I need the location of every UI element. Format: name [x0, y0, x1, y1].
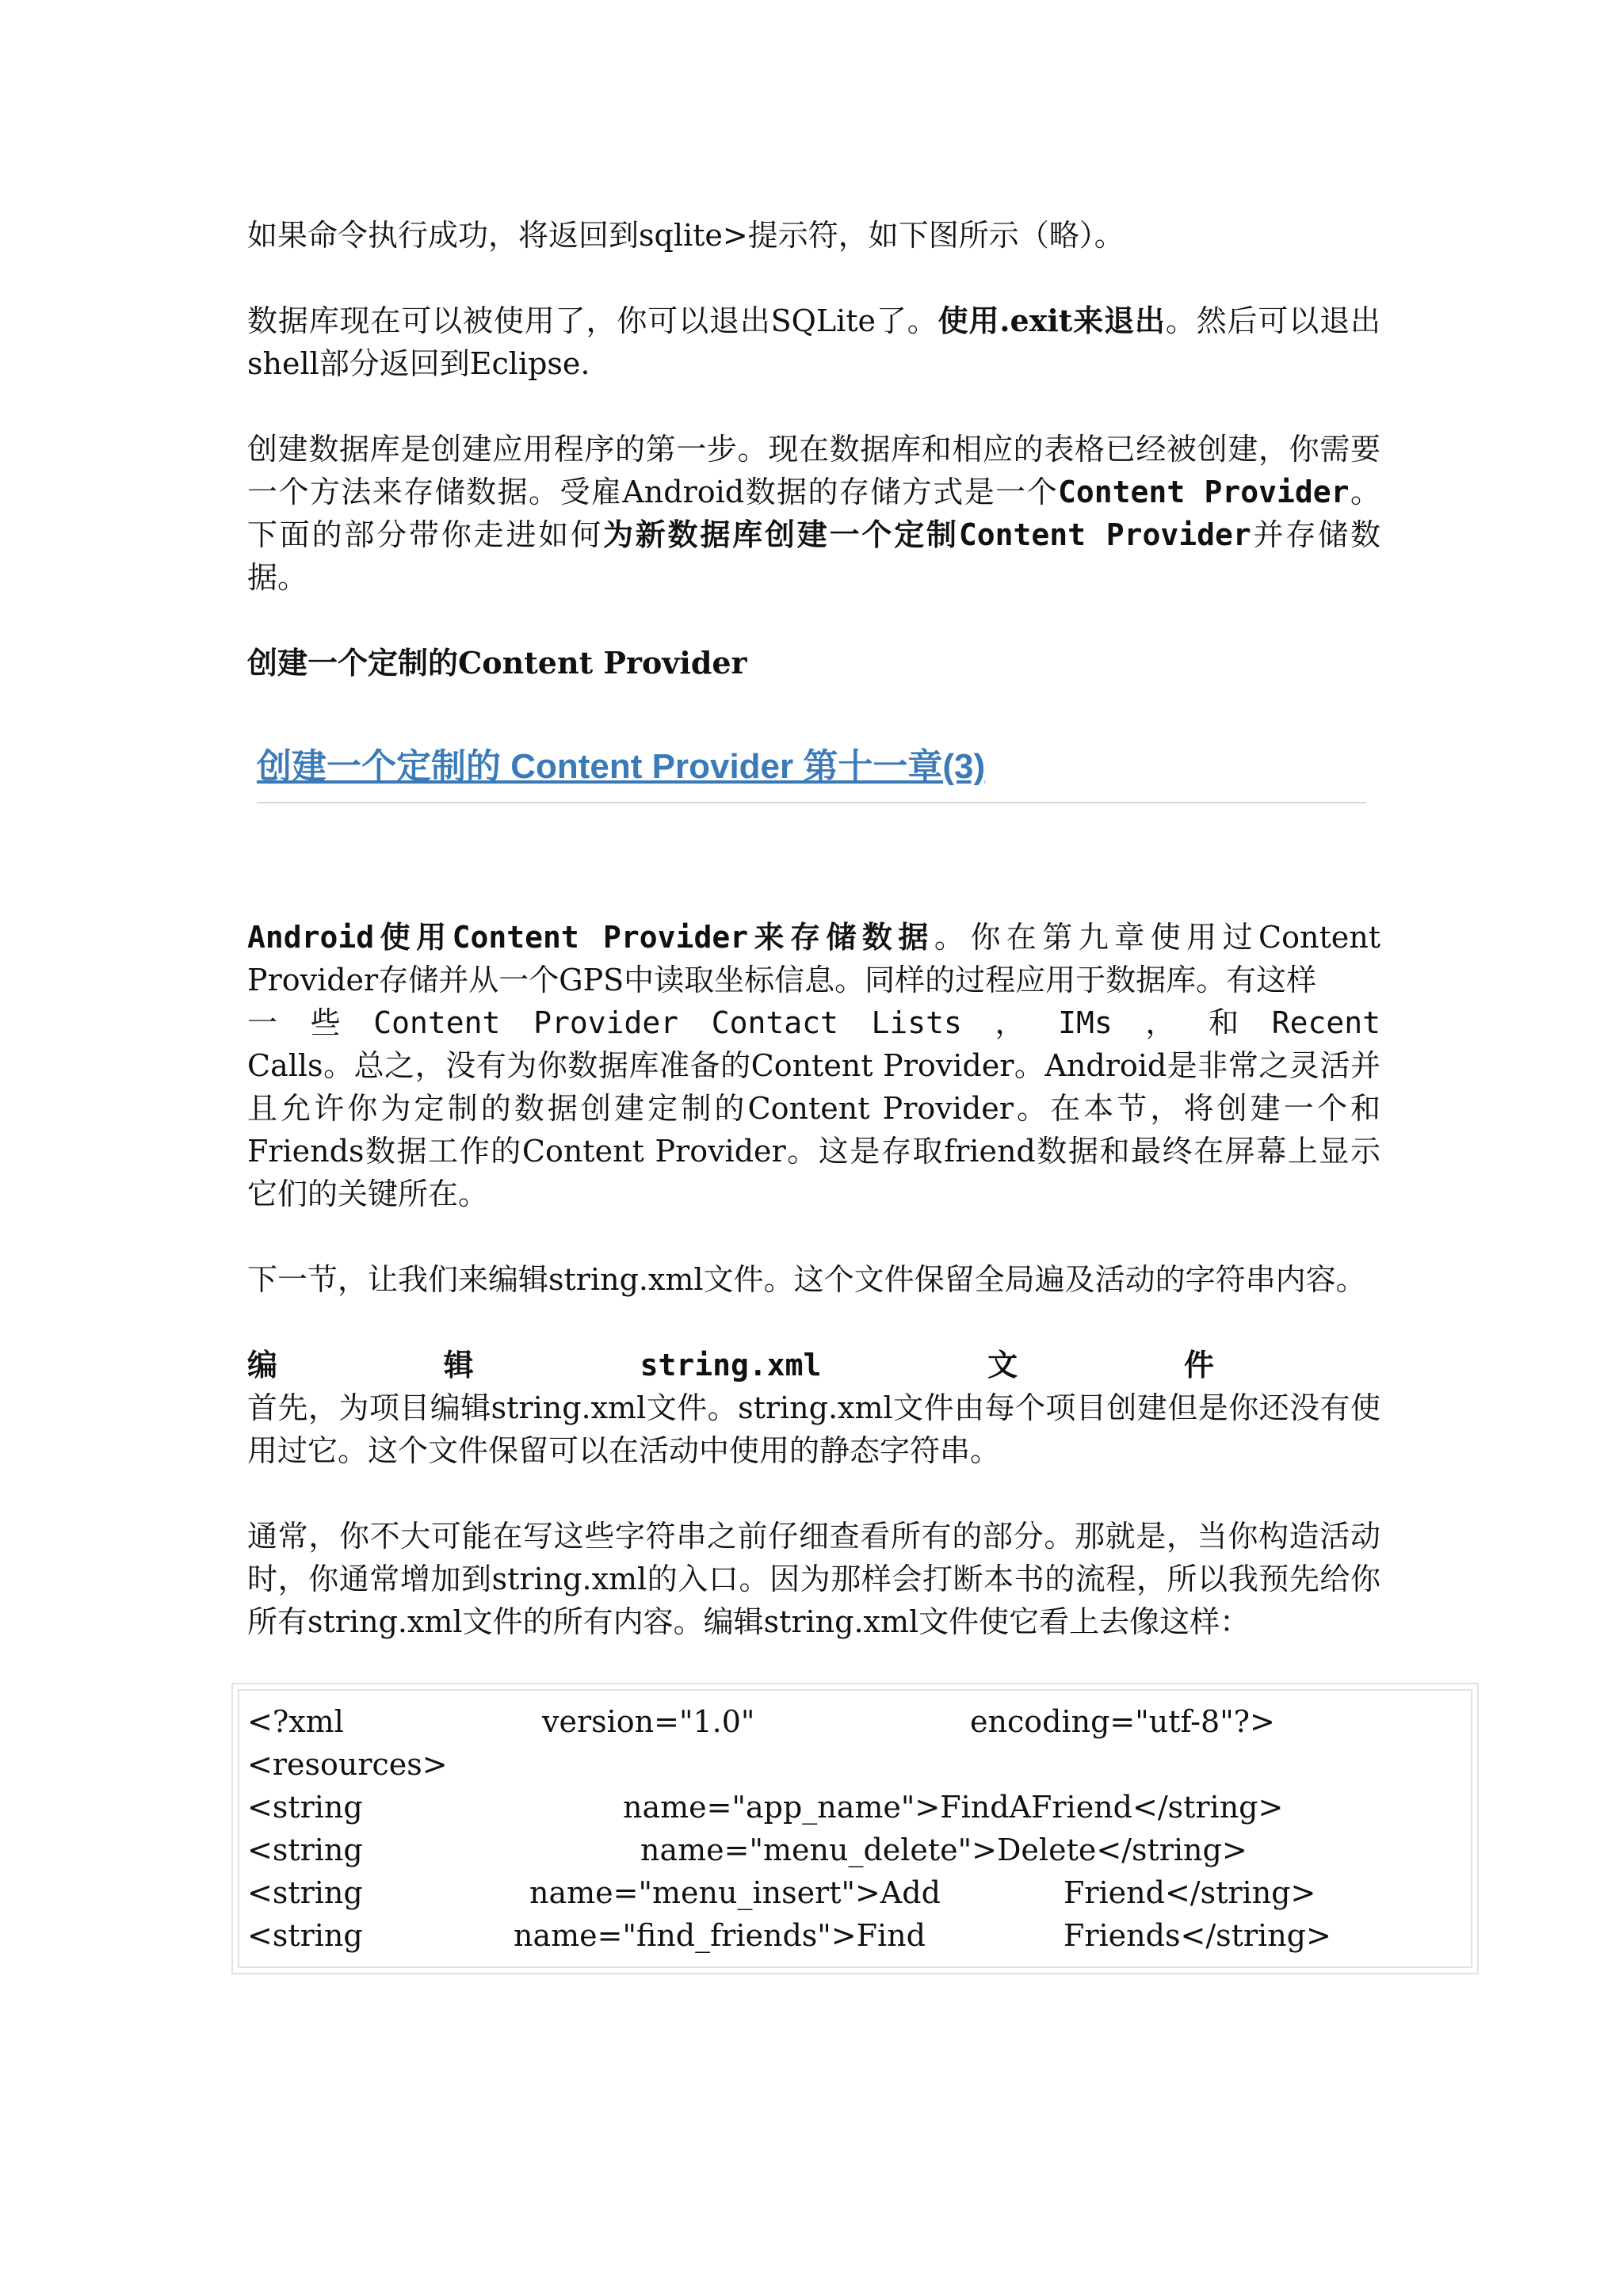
- spread-word: 文: [987, 1347, 1018, 1383]
- bold-mono-text: Content Provider: [1058, 475, 1350, 509]
- spread-word: 些: [310, 1005, 341, 1040]
- bold-text: 为新数据库创建一个定制: [602, 517, 959, 552]
- text: 创建数据库是创建应用程序的第一步。现在数据库和相应的表格已经被创建，你需要一个方法来存储数据。受雇Android数据的存储方式是一个: [247, 432, 1381, 509]
- code-token: name="app_name">FindAFriend</string>: [623, 1790, 1284, 1825]
- bold-mono-text: Content Provider: [958, 517, 1251, 552]
- spread-word: 一: [247, 1005, 278, 1040]
- heading-text: 创建一个定制的Content Provider: [247, 645, 747, 681]
- spread-word: Recent: [1271, 1005, 1381, 1040]
- bold-text: 使用: [374, 919, 453, 955]
- text: 通常，你不大可能在写这些字符串之前仔细查看所有的部分。那就是，当你构造活动时，你通常增加到string.xml的入口。因为那样会打断本书的流程，所以我预先给你所有string.xml文件的所有内容。编辑string.xml文件使它看上去像这样：: [247, 1519, 1381, 1639]
- code-token: version="1.0": [542, 1704, 755, 1739]
- spread-word: 辑: [443, 1347, 474, 1383]
- bold-text: 使用.exit来退出: [938, 303, 1166, 338]
- text: Calls。总之，没有为你数据库准备的Content Provider。Android是非常之灵活并且允许你为定制的数据创建定制的Content Provider。在本节，将创建一个和Friends数据工作的Content Provider。这是存取friend数据和最终在屏幕上显示它们的关键所在。: [247, 1048, 1381, 1211]
- spread-word: Contact: [711, 1005, 838, 1040]
- code-token: name="menu_insert">Add: [529, 1875, 941, 1910]
- paragraph-string-entries: [247, 1515, 1381, 1643]
- code-line-5: [247, 1871, 1463, 1914]
- bold-text: 来存储数据: [748, 919, 934, 955]
- text: 。你在第九章使用过Content Provider存储并从一个GPS中读取坐标信息。同样的过程应用于数据库。有这样: [247, 920, 1381, 997]
- text: 。然后可以退出shell部分返回到Eclipse.: [247, 303, 1381, 381]
- paragraph-edit-string-xml: [247, 1386, 1381, 1472]
- code-line-4: [247, 1829, 1463, 1871]
- spread-word: 和: [1209, 1005, 1239, 1040]
- justified-line: [247, 1001, 1381, 1044]
- code-token: <string: [247, 1790, 363, 1825]
- code-token: <?xml: [247, 1704, 344, 1739]
- document-page: [247, 214, 1381, 1974]
- code-line-3: [247, 1786, 1463, 1829]
- text: 。下面的部分带你走进如何: [247, 475, 1381, 552]
- code-token: name="find_friends">Find: [514, 1918, 926, 1953]
- spread-word: IMs: [1058, 1005, 1113, 1040]
- code-token: name="menu_delete">Delete</string>: [640, 1833, 1247, 1867]
- text: 首先，为项目编辑string.xml文件。string.xml文件由每个项目创建但是你还没有使用过它。这个文件保留可以在活动中使用的静态字符串。: [247, 1390, 1381, 1468]
- code-token: Friends</string>: [1064, 1918, 1331, 1953]
- text: 如果命令执行成功，将返回到sqlite>提示符，如下图所示（略）。: [247, 218, 1125, 253]
- code-line-1: [247, 1700, 1463, 1743]
- text: 数据库现在可以被使用了，你可以退出SQLite了。: [247, 303, 938, 338]
- spread-word: Provider: [533, 1005, 679, 1040]
- paragraph-create-db: [247, 428, 1381, 599]
- bold-mono-text: Android: [247, 920, 375, 955]
- spread-word: 件: [1183, 1347, 1214, 1383]
- code-block-inner: [238, 1689, 1472, 1968]
- section-heading-edit-string-xml: [247, 1344, 1214, 1386]
- text: 下一节，让我们来编辑string.xml文件。这个文件保留全局遍及活动的字符串内容。: [247, 1262, 1366, 1297]
- spread-word: ，: [1145, 1005, 1176, 1040]
- code-line-6: [247, 1914, 1463, 1957]
- paragraph-next-section: [247, 1258, 1381, 1301]
- title-divider: [257, 802, 1366, 803]
- code-token: <resources>: [247, 1747, 448, 1782]
- article-title-link[interactable]: 创建一个定制的 Content Provider 第十一章(3): [257, 747, 986, 786]
- paragraph-sqlite-prompt: [247, 214, 1381, 257]
- code-line-2: [247, 1743, 1463, 1786]
- code-token: encoding="utf-8"?>: [970, 1704, 1275, 1739]
- code-token: <string: [247, 1918, 363, 1953]
- code-token: Friend</string>: [1064, 1875, 1316, 1910]
- spread-word: ，: [995, 1005, 1025, 1040]
- spread-word: Content: [373, 1005, 501, 1040]
- code-token: <string: [247, 1833, 363, 1867]
- paragraph-calls: [247, 1044, 1381, 1215]
- spread-word: string.xml: [640, 1348, 822, 1383]
- bold-mono-text: Content Provider: [452, 920, 749, 955]
- section-heading-content-provider: [247, 642, 1381, 685]
- paragraph-exit-sqlite: [247, 299, 1381, 385]
- text: 并存储数据。: [247, 517, 1381, 595]
- spread-word: 编: [247, 1347, 278, 1383]
- paragraph-android-content-provider: [247, 916, 1381, 1001]
- code-block: [231, 1683, 1479, 1974]
- spread-word: Lists: [871, 1005, 962, 1040]
- code-token: <string: [247, 1875, 363, 1910]
